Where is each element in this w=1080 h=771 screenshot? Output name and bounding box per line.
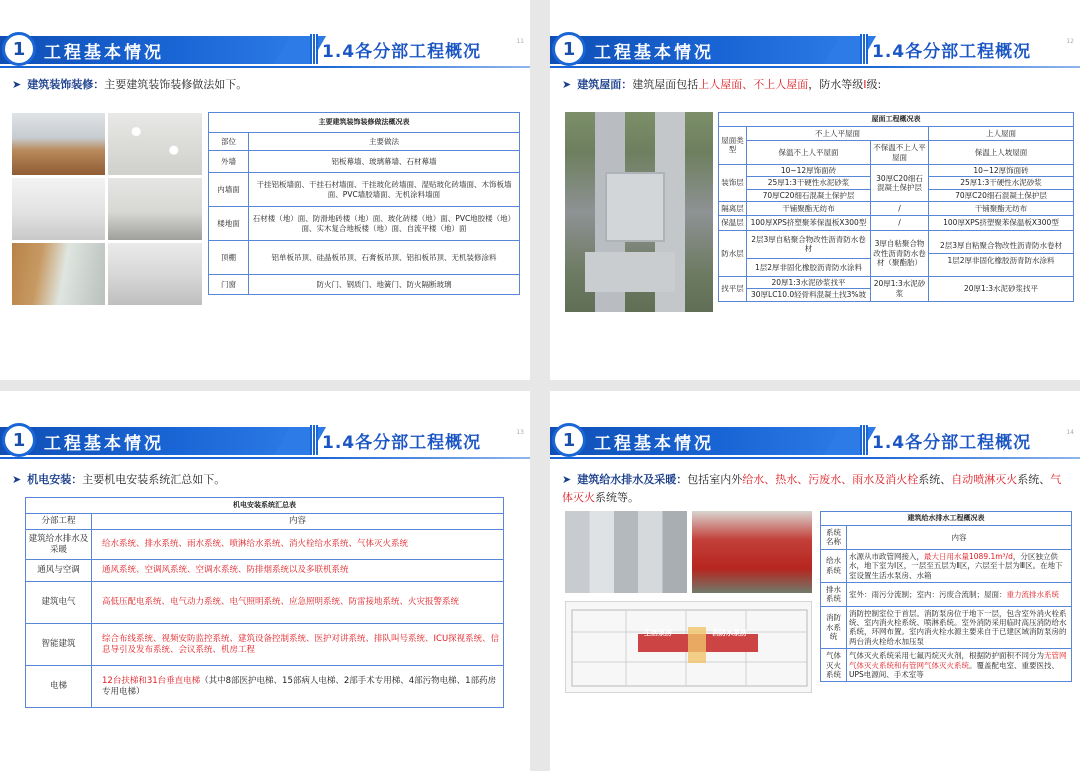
subsection-title: 1.4各分部工程概况 bbox=[322, 433, 482, 453]
intro-text: ，防水等级 bbox=[808, 78, 864, 91]
slide-header bbox=[550, 32, 1080, 68]
table-row bbox=[26, 530, 504, 560]
photo-room bbox=[108, 178, 202, 240]
table-cell: 消防控制室位于首层。消防泵房位于地下一层，包含室外消火栓系统、室内消火栓系统、喷淋系统。室外消防采用临时高压消防给水系统，环网布置。室内消火栓水源主要来自于已建区域消防泵房的两台消火栓给水加压泵 bbox=[847, 606, 1072, 649]
table-cell: 铝单板吊顶、硅晶板吊顶、石膏板吊顶、铝扣板吊顶、无机装修涂料 bbox=[249, 241, 520, 275]
intro-line bbox=[12, 76, 247, 92]
mep-table bbox=[25, 497, 504, 708]
header-stripe bbox=[860, 34, 868, 64]
intro-text: 系统等。 bbox=[595, 490, 639, 504]
table-header: 屋面类型 bbox=[719, 126, 747, 164]
table-cell: / bbox=[871, 202, 929, 216]
table-cell: 30厚C20细石混凝土保护层 bbox=[871, 164, 929, 201]
table-cell: 隔离层 bbox=[719, 202, 747, 216]
table-header: 部位 bbox=[209, 133, 249, 151]
intro-lead: 建筑装饰装修： bbox=[27, 78, 105, 91]
table-cell: 20厚1:3水泥砂浆 bbox=[871, 276, 929, 301]
plumbing-table bbox=[820, 511, 1072, 682]
roof-table bbox=[718, 112, 1074, 302]
section-title: 工程基本情况 bbox=[594, 43, 714, 63]
table-caption: 机电安装系统汇总表 bbox=[26, 498, 504, 514]
decoration-table bbox=[208, 112, 520, 295]
section-number-badge: 1 bbox=[552, 32, 586, 66]
header-stripe bbox=[310, 34, 318, 64]
intro-highlight: Ⅰ bbox=[863, 78, 867, 91]
slide-decoration[interactable] bbox=[0, 0, 530, 380]
photo-ceiling bbox=[108, 113, 202, 175]
section-title: 工程基本情况 bbox=[594, 434, 714, 454]
table-cell: 建筑电气 bbox=[26, 582, 92, 624]
section-title: 工程基本情况 bbox=[44, 43, 164, 63]
table-cell: 找平层 bbox=[719, 276, 747, 301]
cell-text: 。覆盖配电室、重要医技、UPS电源间、手术室等 bbox=[849, 660, 1059, 679]
cell-highlight: 12台扶梯和31台垂直电梯 bbox=[102, 675, 201, 686]
page-number: 13 bbox=[516, 429, 524, 436]
cell-highlight: 最大日用水量1089.1m³/d bbox=[924, 551, 1013, 561]
slide-plumbing[interactable] bbox=[550, 391, 1080, 771]
table-cell: 干铺聚酯无纺布 bbox=[747, 202, 871, 216]
subsection-title: 1.4各分部工程概况 bbox=[872, 433, 1032, 453]
slide-header bbox=[0, 423, 530, 459]
label-domestic-pump-room: 生活泵房 bbox=[644, 629, 672, 637]
subsection-title: 1.4各分部工程概况 bbox=[872, 42, 1032, 62]
cell-line: 25厚1:3干硬性水泥砂浆 bbox=[929, 177, 1073, 189]
table-cell: / bbox=[871, 216, 929, 230]
table-row bbox=[821, 582, 1072, 606]
cell-line: 25厚1:3干硬性水泥砂浆 bbox=[747, 177, 870, 189]
table-cell: 防水层 bbox=[719, 230, 747, 276]
arrow-icon: ➤ bbox=[562, 78, 572, 91]
table-cell: 给水系统、排水系统、雨水系统、喷淋给水系统、消火栓给水系统、气体灭火系统 bbox=[92, 530, 504, 560]
cell-line: 1层2厚非固化橡胶沥青防水涂料 bbox=[754, 262, 863, 272]
intro-lead: 建筑屋面： bbox=[577, 78, 633, 91]
table-cell: 高低压配电系统、电气动力系统、电气照明系统、应急照明系统、防雷接地系统、火灾报警系统 bbox=[92, 582, 504, 624]
intro-text: 主要机电安装系统汇总如下。 bbox=[82, 473, 226, 486]
section-number-badge: 1 bbox=[2, 32, 36, 66]
cell-text: 水源从市政管网接入， bbox=[849, 551, 924, 561]
header-rule bbox=[0, 66, 530, 68]
photo-fire-pump-room bbox=[692, 511, 812, 593]
table-header: 内容 bbox=[847, 526, 1072, 550]
table-row bbox=[26, 624, 504, 666]
intro-line bbox=[562, 76, 881, 92]
table-cell: 3厚自粘聚合物改性沥青防水卷材（聚酯胎） bbox=[871, 230, 929, 276]
section-number-badge: 1 bbox=[552, 423, 586, 457]
intro-text: 系统、 bbox=[1017, 473, 1051, 486]
table-cell: 外墙 bbox=[209, 151, 249, 173]
photo-corridor bbox=[12, 113, 105, 175]
arrow-icon: ➤ bbox=[12, 78, 22, 91]
table-cell: 100厚XPS挤塑聚苯保温板X300型 bbox=[929, 216, 1074, 230]
floor-plan bbox=[565, 601, 812, 693]
table-cell: 建筑给水排水及采暖 bbox=[26, 530, 92, 560]
table-row bbox=[719, 164, 1074, 201]
page-number: 11 bbox=[516, 38, 524, 45]
table-cell bbox=[847, 582, 1072, 606]
table-row bbox=[26, 582, 504, 624]
table-cell bbox=[847, 549, 1072, 582]
intro-line bbox=[12, 471, 225, 487]
table-row bbox=[26, 666, 504, 708]
photo-hall bbox=[12, 178, 105, 240]
table-cell bbox=[847, 649, 1072, 682]
table-cell: 不保温不上人平屋面 bbox=[871, 141, 929, 165]
table-cell: 保温不上人平屋面 bbox=[747, 141, 871, 165]
table-row bbox=[821, 649, 1072, 682]
table-cell: 铝板幕墙、玻璃幕墙、石材幕墙 bbox=[249, 151, 520, 173]
table-cell: 保温层 bbox=[719, 216, 747, 230]
cell-line: 1层2厚非固化橡胶沥青防水涂料 bbox=[947, 255, 1055, 265]
table-cell bbox=[747, 164, 871, 201]
table-row bbox=[209, 173, 520, 207]
table-header: 系统名称 bbox=[821, 526, 847, 550]
page-number: 12 bbox=[1066, 38, 1074, 45]
table-row bbox=[209, 275, 520, 295]
cell-text: 室外：雨污分流制；室内：污废合流制；屋面： bbox=[849, 589, 1007, 599]
table-cell: 给水系统 bbox=[821, 549, 847, 582]
page-number: 14 bbox=[1066, 429, 1074, 436]
table-cell: 气体灭火系统 bbox=[821, 649, 847, 682]
photo-ward-corridor bbox=[12, 243, 105, 305]
intro-lead: 建筑给水排水及采暖： bbox=[577, 473, 688, 486]
table-cell bbox=[92, 666, 504, 708]
photo-lobby bbox=[108, 243, 202, 305]
table-header: 不上人平屋面 bbox=[747, 126, 929, 140]
table-cell: 顶棚 bbox=[209, 241, 249, 275]
table-cell: 100厚XPS挤塑聚苯保温板X300型 bbox=[747, 216, 871, 230]
table-header: 上人屋面 bbox=[929, 126, 1074, 140]
cell-text: 气体灭火系统采用七氟丙烷灭火剂，根据防护面积不同分为 bbox=[849, 651, 1044, 661]
table-row bbox=[209, 207, 520, 241]
table-cell: 综合布线系统、视频安防监控系统、建筑设备控制系统、医护对讲系统、排队叫号系统、ICU探视系统、信息导引及发布系统、会议系统、机房工程 bbox=[92, 624, 504, 666]
table-cell: 智能建筑 bbox=[26, 624, 92, 666]
table-row bbox=[719, 230, 1074, 276]
section-number-badge: 1 bbox=[2, 423, 36, 457]
table-caption: 主要建筑装饰装修做法概况表 bbox=[209, 113, 520, 133]
slide-roofing[interactable] bbox=[550, 0, 1080, 380]
intro-text: 级: bbox=[866, 78, 882, 91]
table-cell: 内墙面 bbox=[209, 173, 249, 207]
table-cell: 保温上人坡屋面 bbox=[929, 141, 1074, 165]
slide-header bbox=[0, 32, 530, 68]
table-caption: 屋面工程概况表 bbox=[719, 113, 1074, 127]
cell-highlight: 重力流排水系统 bbox=[1006, 589, 1059, 599]
roof-building-block bbox=[585, 252, 675, 292]
intro-line bbox=[562, 471, 1062, 506]
header-rule bbox=[550, 66, 1080, 68]
photo-domestic-pump-room bbox=[565, 511, 687, 593]
intro-highlight: 自动喷淋灭火 bbox=[951, 473, 1018, 486]
cell-line: 70厚C20细石混凝土保护层 bbox=[955, 190, 1047, 200]
intro-highlight: 上人屋面、不上人屋面 bbox=[698, 78, 809, 91]
table-header: 分部工程 bbox=[26, 514, 92, 530]
label-fire-pump-room: 消防水泵房 bbox=[712, 629, 747, 637]
cell-line: 10~12厚饰面砖 bbox=[747, 165, 870, 177]
cell-text: （其中8部医护电梯、15部病人电梯、2部手术专用梯、4部污物电梯、1部药房专用电梯） bbox=[102, 675, 497, 697]
table-cell: 干挂铝板墙面、干挂石材墙面、干挂玻化砖墙面、湿贴玻化砖墙面、木饰板墙面、PVC墙胶墙面、无机涂料墙面 bbox=[249, 173, 520, 207]
slide-mep[interactable] bbox=[0, 391, 530, 771]
header-stripe bbox=[860, 425, 868, 455]
floor-plan-drawing bbox=[566, 602, 812, 693]
section-title: 工程基本情况 bbox=[44, 434, 164, 454]
table-cell bbox=[747, 276, 871, 301]
table-row bbox=[821, 549, 1072, 582]
table-header: 内容 bbox=[92, 514, 504, 530]
table-cell: 石材楼（地）面、防滑地砖楼（地）面、玻化砖楼（地）面、PVC地胶楼（地）面、实木复合地板楼（地）面、自流平楼（地）面 bbox=[249, 207, 520, 241]
table-row bbox=[719, 216, 1074, 230]
intro-highlight: 气体灭火 bbox=[562, 473, 1062, 504]
intro-text: 系统、 bbox=[918, 473, 952, 486]
table-cell: 楼地面 bbox=[209, 207, 249, 241]
table-cell: 通风系统、空调风系统、空调水系统、防排烟系统以及多联机系统 bbox=[92, 560, 504, 582]
slide-header bbox=[550, 423, 1080, 459]
table-row bbox=[209, 151, 520, 173]
header-rule bbox=[0, 457, 530, 459]
cell-line: 30厚LC10.0轻骨料混凝土找3%坡 bbox=[750, 290, 867, 300]
cell-text: ，分区独立供水，地下室为Ⅰ区，一层至五层为Ⅱ区，六层至十层为Ⅲ区。在地下室设置生活水泵房、水箱 bbox=[849, 551, 1063, 580]
cell-highlight: 无管网气体灭火系统和有管网气体灭火系统 bbox=[849, 651, 1067, 670]
subsection-title: 1.4各分部工程概况 bbox=[322, 42, 482, 62]
aerial-roof-photo bbox=[565, 112, 713, 312]
table-cell: 通风与空调 bbox=[26, 560, 92, 582]
cell-line: 2层3厚自粘聚合物改性沥青防水卷材 bbox=[929, 239, 1073, 253]
header-stripe bbox=[310, 425, 318, 455]
table-row bbox=[719, 276, 1074, 301]
intro-lead: 机电安装： bbox=[27, 473, 83, 486]
table-cell bbox=[747, 230, 871, 276]
table-cell: 20厚1:3水泥砂浆找平 bbox=[929, 276, 1074, 301]
table-cell bbox=[929, 164, 1074, 201]
intro-text: 包括室内外 bbox=[687, 473, 743, 486]
table-cell: 门窗 bbox=[209, 275, 249, 295]
cell-line: 2层3厚自粘聚合物改性沥青防水卷材 bbox=[747, 231, 870, 259]
table-header: 主要做法 bbox=[249, 133, 520, 151]
cell-line: 10~12厚饰面砖 bbox=[929, 165, 1073, 177]
arrow-icon: ➤ bbox=[12, 473, 22, 486]
table-cell: 干铺聚酯无纺布 bbox=[929, 202, 1074, 216]
cell-line: 20厚1:3水泥砂浆找平 bbox=[747, 277, 870, 289]
table-cell: 排水系统 bbox=[821, 582, 847, 606]
arrow-icon: ➤ bbox=[562, 473, 572, 486]
table-cell: 电梯 bbox=[26, 666, 92, 708]
intro-text: 建筑屋面包括 bbox=[632, 78, 699, 91]
roof-building-block bbox=[605, 172, 665, 242]
table-cell: 装饰层 bbox=[719, 164, 747, 201]
intro-text: 主要建筑装饰装修做法如下。 bbox=[104, 78, 248, 91]
table-cell: 防火门、钢质门、地簧门、防火隔断玻璃 bbox=[249, 275, 520, 295]
table-caption: 建筑给水排水工程概况表 bbox=[821, 512, 1072, 526]
table-cell bbox=[929, 230, 1074, 276]
intro-highlight: 给水、热水、污废水、雨水及消火栓 bbox=[742, 473, 919, 486]
table-row bbox=[26, 560, 504, 582]
table-row bbox=[209, 241, 520, 275]
table-row bbox=[719, 202, 1074, 216]
table-cell: 消防水系统 bbox=[821, 606, 847, 649]
table-row bbox=[821, 606, 1072, 649]
header-rule bbox=[550, 457, 1080, 459]
cell-line: 70厚C20细石混凝土保护层 bbox=[762, 190, 855, 200]
